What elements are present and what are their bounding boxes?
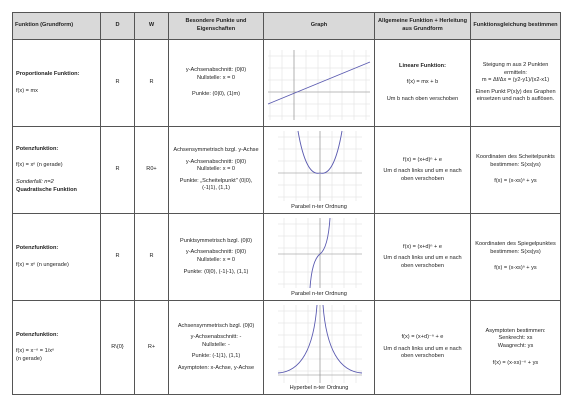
point-text: y-Achsenabschnitt: (0|0) bbox=[185, 158, 247, 165]
table-row bbox=[13, 301, 561, 395]
header-punkte: Besondere Punkte und Eigenschaften bbox=[169, 13, 264, 40]
point-text: Achsensymmetrisch bzgl. y-Achse bbox=[173, 147, 259, 154]
equation-text: f(x) = (x-xs)ⁿ + ys bbox=[494, 265, 537, 272]
function-title: Potenzfunktion: bbox=[16, 244, 59, 251]
point-text: Punkte: (0|0), (1|m) bbox=[192, 91, 240, 98]
linear-graph bbox=[264, 40, 375, 126]
general-cell bbox=[375, 40, 471, 127]
special-title: Quadratische Funktion bbox=[16, 186, 77, 193]
function-title: Proportionale Funktion: bbox=[16, 70, 80, 77]
general-formula: f(x) = (x+d)ⁿ + e bbox=[403, 156, 442, 163]
general-formula: f(x) = (x+d)⁻ⁿ + e bbox=[401, 334, 444, 341]
header-gleichung: Funktionsgleichung bestimmen bbox=[471, 13, 561, 40]
header-w: W bbox=[135, 13, 169, 40]
table-row bbox=[13, 40, 561, 127]
domain-cell: R bbox=[101, 127, 135, 214]
point-text: Punktsymmetrisch bzgl. (0|0) bbox=[179, 237, 253, 244]
equation-text: Asymptoten bestimmen: bbox=[485, 327, 546, 334]
header-funktion: Funktion (Grundform) bbox=[13, 13, 101, 40]
graph-caption: Parabel n-ter Ordnung bbox=[291, 204, 347, 211]
range-cell: R bbox=[135, 214, 169, 301]
point-text: y-Achsenabschnitt: (0|0) bbox=[185, 67, 247, 74]
point-text: Asymptoten: x-Achse, y-Achse bbox=[177, 364, 255, 371]
general-desc: Um d nach links und um e nach oben verschoben bbox=[383, 255, 462, 269]
point-text: Punkte: (0|0), (-1|-1), (1,1) bbox=[183, 268, 249, 275]
point-text: y-Achsenabschnitt: (0|0) bbox=[185, 249, 247, 256]
equation-text: f(x) = (x-xs)ⁿ + ys bbox=[494, 178, 537, 185]
linear-curve bbox=[268, 62, 370, 104]
graph-caption: Parabel n-ter Ordnung bbox=[291, 291, 347, 298]
header-d: D bbox=[101, 13, 135, 40]
points-cell bbox=[169, 301, 264, 395]
point-text: Nullstelle: x = 0 bbox=[196, 74, 236, 81]
table-row bbox=[13, 127, 561, 214]
range-cell: R0+ bbox=[135, 127, 169, 214]
function-formula: f(x) = mx bbox=[16, 87, 38, 94]
equation-text: Einen Punkt P(x|y) des Graphen einsetzen und nach b auflösen. bbox=[475, 88, 556, 103]
graph-cell bbox=[264, 40, 375, 127]
general-desc: Um b nach oben verschoben bbox=[386, 95, 459, 102]
domain-cell: R bbox=[101, 214, 135, 301]
function-title: Potenzfunktion: bbox=[16, 331, 59, 338]
function-formula: f(x) = xⁿ (n gerade) bbox=[16, 162, 63, 169]
point-text: Achsensymmetrisch bzgl. (0|0) bbox=[177, 322, 255, 329]
equation-text: m = Δf/Δx = (y2-y1)/(x2-x1) bbox=[481, 77, 550, 84]
header-graph: Graph bbox=[264, 13, 375, 40]
general-formula: f(x) = mx + b bbox=[406, 79, 439, 86]
equation-cell bbox=[471, 301, 561, 395]
equation-text: Steigung m aus 2 Punkten ermitteln: bbox=[482, 62, 549, 76]
general-cell bbox=[375, 214, 471, 301]
header-row bbox=[13, 13, 561, 40]
domain-cell: R bbox=[101, 40, 135, 127]
table-row bbox=[13, 214, 561, 301]
equation-cell bbox=[471, 40, 561, 127]
function-formula-note: (n gerade) bbox=[16, 355, 42, 362]
cubic-graph bbox=[264, 214, 375, 300]
range-cell: R+ bbox=[135, 301, 169, 395]
graph-cell bbox=[264, 301, 375, 395]
function-cell bbox=[13, 40, 101, 127]
equation-cell bbox=[471, 127, 561, 214]
function-formula: f(x) = x⁻ⁿ = 1/xⁿ bbox=[16, 348, 55, 355]
general-formula: f(x) = (x+d)ⁿ + e bbox=[403, 243, 442, 250]
general-desc: Um d nach links und um e nach oben verschoben bbox=[383, 168, 462, 182]
parabola-graph bbox=[264, 127, 375, 213]
points-cell bbox=[169, 40, 264, 127]
points-cell bbox=[169, 127, 264, 214]
points-cell bbox=[169, 214, 264, 301]
equation-text: f(x) = (x-xs)⁻ⁿ + ys bbox=[492, 359, 539, 366]
point-text: Punkte: (-1|1), (1,1) bbox=[191, 353, 241, 360]
special-case: Sonderfall: n=2 bbox=[16, 179, 54, 185]
graph-caption: Hyperbel n-ter Ordnung bbox=[289, 385, 349, 392]
point-text: Nullstelle: - bbox=[202, 341, 230, 348]
point-text: Nullstelle: x = 0 bbox=[196, 166, 236, 173]
point-text: Punkte: „Scheitelpunkt" (0|0), (-1|1), (1,1) bbox=[179, 177, 253, 192]
graph-cell bbox=[264, 127, 375, 214]
equation-text: Waagrecht: ys bbox=[497, 343, 534, 349]
function-table bbox=[12, 12, 561, 395]
function-cell bbox=[13, 214, 101, 301]
range-cell: R bbox=[135, 40, 169, 127]
point-text: y-Achsenabschnitt: - bbox=[190, 334, 242, 341]
hyperbola-graph bbox=[264, 301, 375, 394]
general-desc: Um d nach links und um e nach oben verschoben bbox=[383, 345, 462, 360]
general-cell bbox=[375, 301, 471, 395]
general-title: Lineare Funktion: bbox=[399, 62, 446, 69]
equation-text: Senkrecht: xs bbox=[498, 335, 533, 342]
function-cell bbox=[13, 127, 101, 214]
function-cell bbox=[13, 301, 101, 395]
header-allgemein: Allgemeine Funktion + Herleitung aus Grundform bbox=[375, 13, 471, 40]
function-formula: f(x) = xⁿ (n ungerade) bbox=[16, 261, 69, 268]
graph-cell bbox=[264, 214, 375, 301]
point-text: Nullstelle: x = 0 bbox=[196, 257, 236, 263]
equation-text: Koordinaten des Spiegelpunktes bestimmen: S(xs|ys) bbox=[475, 241, 556, 255]
function-title: Potenzfunktion: bbox=[16, 145, 59, 152]
general-cell bbox=[375, 127, 471, 214]
equation-text: Koordinaten des Scheitelpunkts bestimmen: S(xs|ys) bbox=[476, 154, 555, 168]
equation-cell bbox=[471, 214, 561, 301]
domain-cell: R\{0} bbox=[101, 301, 135, 395]
